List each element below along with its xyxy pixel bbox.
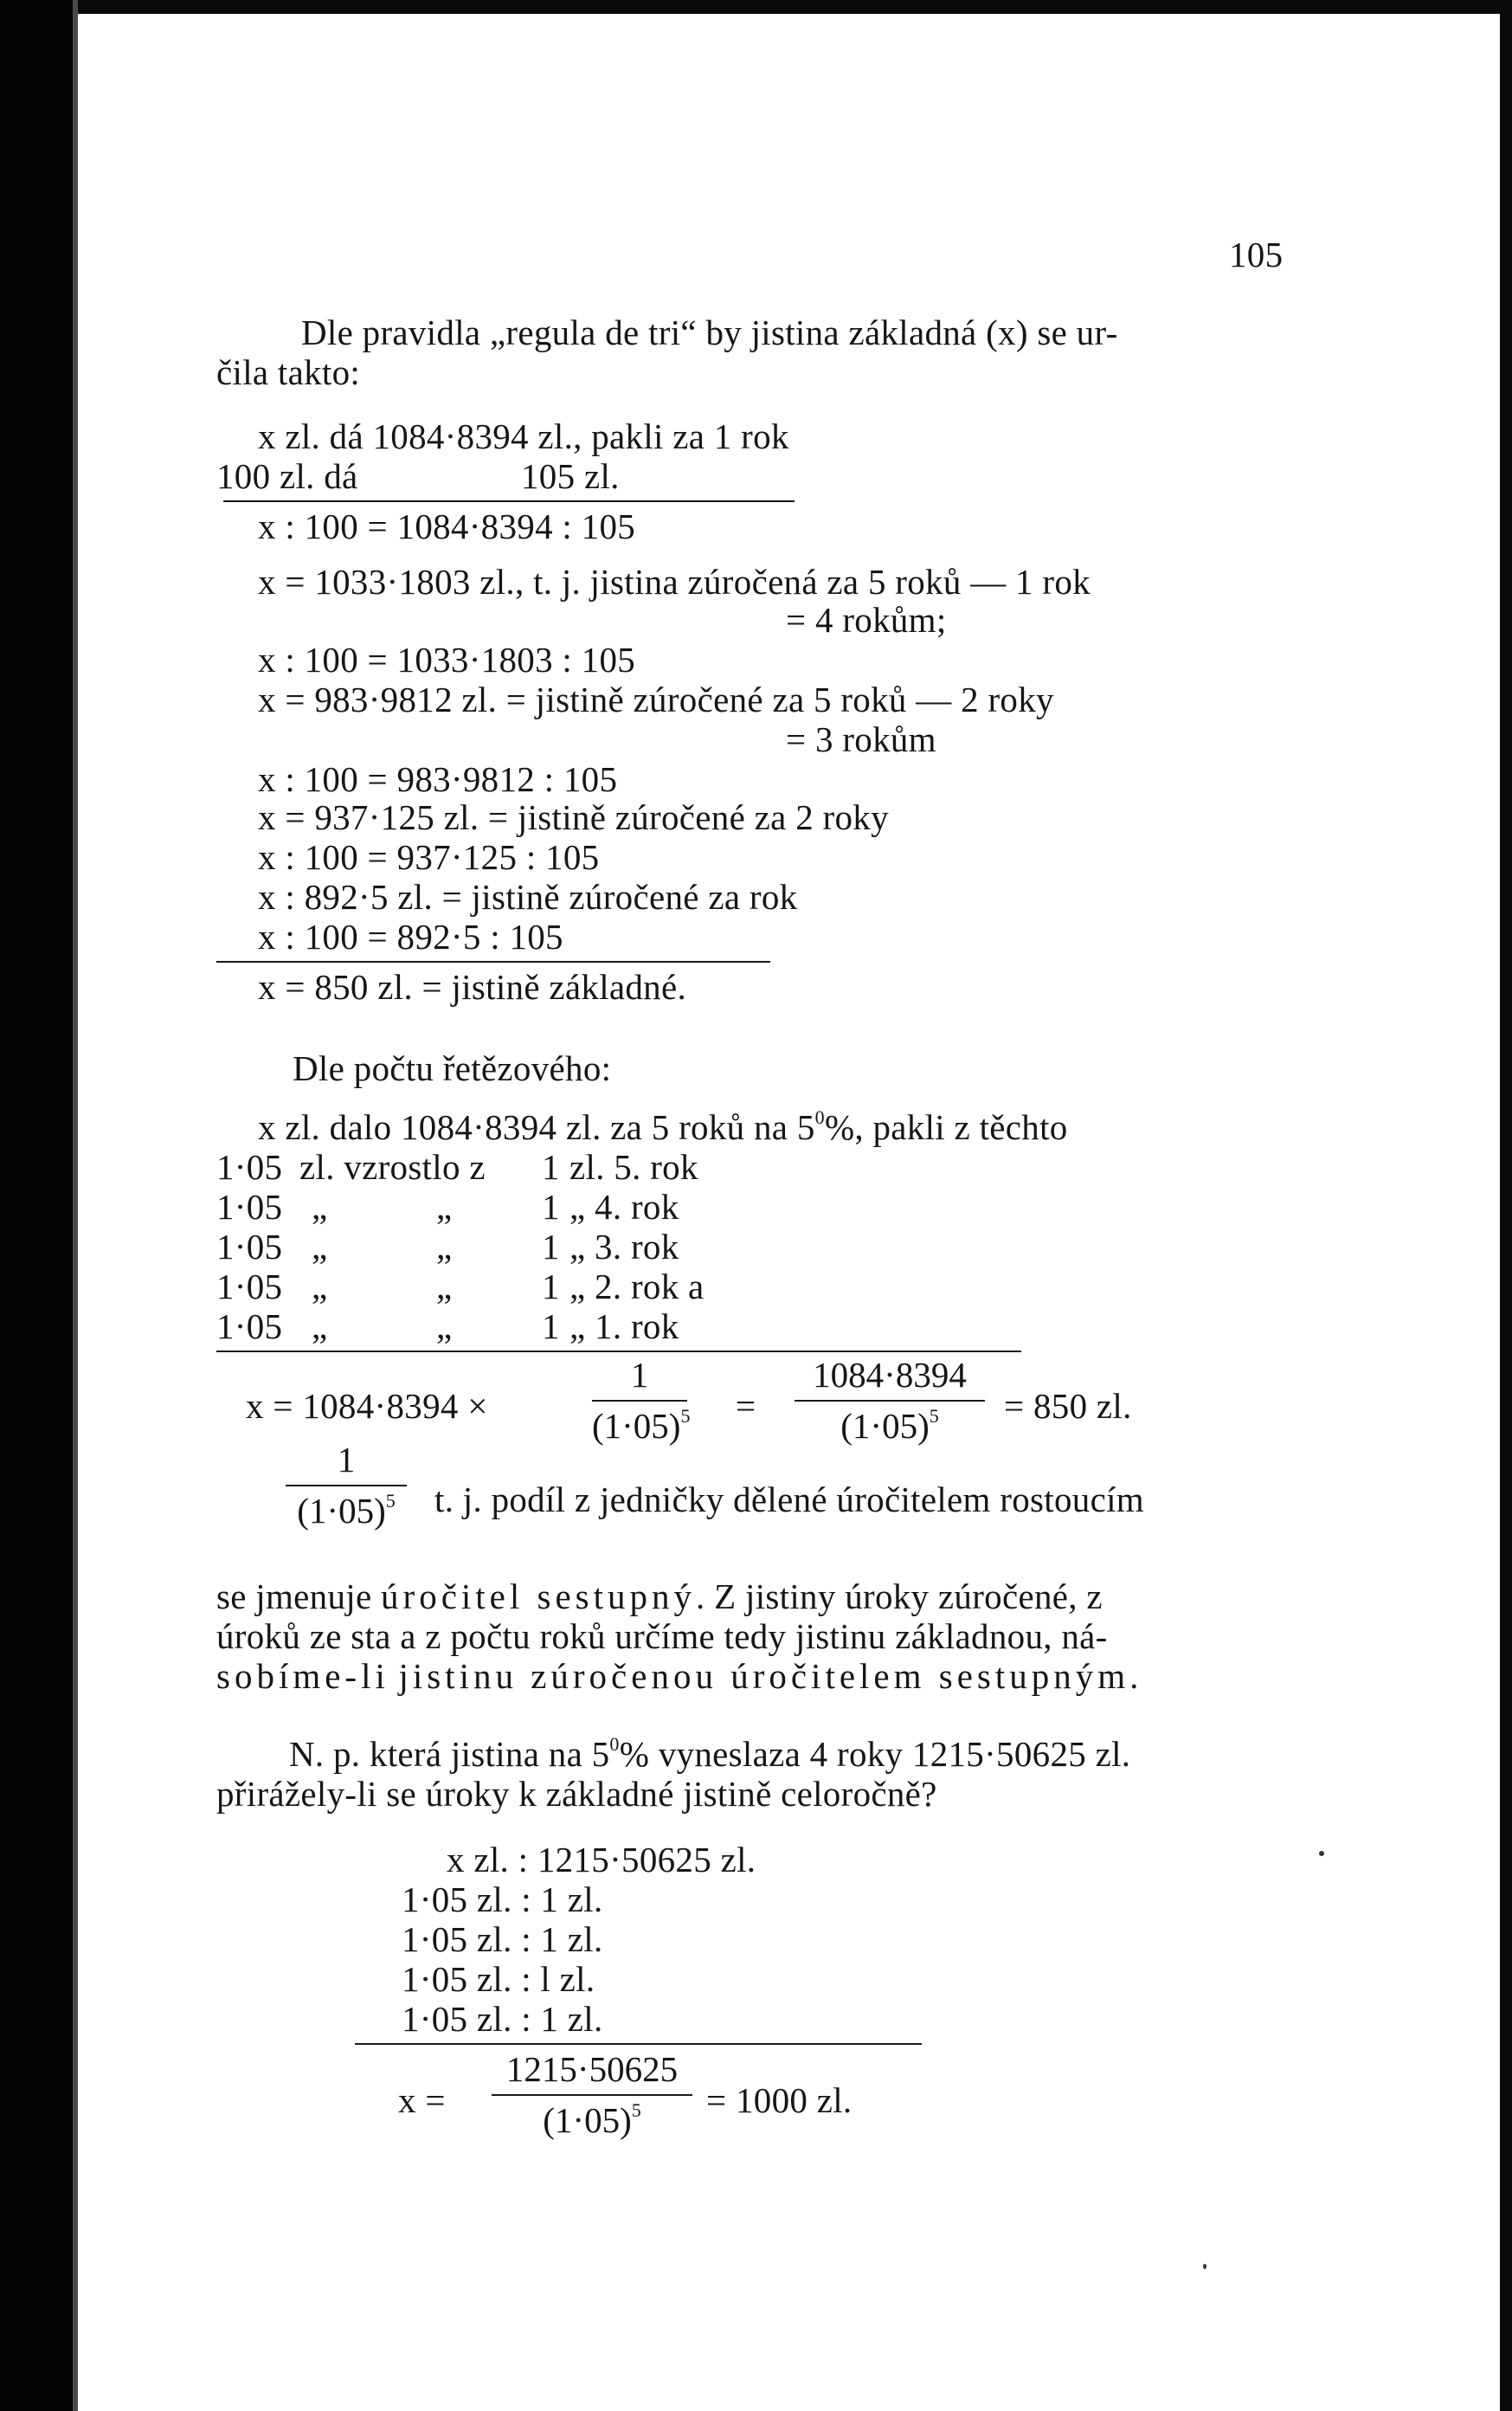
percent-sign: % [619, 1734, 650, 1774]
chain-row-ditto: „ [312, 1267, 328, 1306]
exponent: 5 [929, 1405, 939, 1427]
definition-numerator: 1 [286, 1442, 407, 1486]
rot-line: x : 100 = 1084·8394 : 105 [258, 506, 636, 546]
percent-sign: % [824, 1107, 855, 1147]
chain-formula-eq: = [736, 1386, 756, 1426]
example-formula-result: = 1000 zl. [706, 2080, 853, 2120]
exponent: 5 [680, 1405, 691, 1427]
chain-row-ditto: „ [312, 1227, 328, 1267]
definition-fraction [286, 1442, 407, 1529]
example-line-2: přirážely-li se úroky k základné jistině celoročně? [216, 1774, 937, 1814]
fraction-1-denominator: $(1\cdot 05)^5$ [592, 1405, 691, 1446]
example-rule [355, 2043, 922, 2045]
chain-row-ditto: „ [312, 1187, 328, 1227]
chain-row-c2: zl. vzrostlo z [299, 1147, 486, 1187]
chain-fraction-2 [795, 1357, 985, 1444]
example-row: 1·05 zl. : 1 zl. [402, 1999, 603, 2039]
fraction-1-numerator: 1 [592, 1357, 687, 1402]
chain-row-c3: 1 [542, 1187, 560, 1227]
chain-row-c1: 1·05 [216, 1267, 283, 1306]
chain-row-c1: 1·05 [216, 1187, 283, 1227]
example-line-1 [289, 1733, 1131, 1774]
rot-line: x = 983·9812 zl. = jistině zúročené za 5 roků — 2 roky [258, 680, 1054, 719]
rot-line: x zl. dá 1084·8394 zl., pakli za 1 rok [258, 416, 789, 456]
paragraph-text: . Z jistiny úroky zúročené, z [696, 1576, 1103, 1616]
rot-line: 105 zl. [521, 456, 620, 496]
rot-line: x : 100 = 892·5 : 105 [258, 917, 563, 957]
paragraph-text: se jmenuje [216, 1576, 372, 1616]
chain-row-c1: 1·05 [216, 1147, 283, 1187]
example-fraction [492, 2049, 692, 2140]
rot-result: x = 850 zl. = jistině základné. [258, 967, 687, 1007]
chain-row-ditto: „ [436, 1267, 453, 1306]
scan-speck [1319, 1851, 1324, 1856]
example-row: x zl. : 1215·50625 zl. [447, 1840, 756, 1879]
chain-rule [216, 1351, 1021, 1352]
scan-speck [1203, 2264, 1206, 2269]
paragraph-text: . [1129, 1656, 1139, 1696]
scan-gutter-shadow [73, 0, 78, 2411]
rot-line: x = 937·125 zl. = jistině zúročené za 2 roky [258, 797, 889, 837]
rot-line: 100 zl. dá [216, 456, 358, 496]
chain-row-ditto: „ [312, 1306, 328, 1346]
chain-row-c1: 1·05 [216, 1306, 283, 1346]
chain-row-c4: „ 3. rok [569, 1227, 679, 1267]
chain-row-ditto: „ [436, 1187, 453, 1227]
fraction-2-numerator: 1084·8394 [795, 1357, 985, 1402]
chain-row-c3: 1 [542, 1147, 560, 1187]
example-text: N. p. která jistina na 5 [289, 1734, 610, 1774]
chain-row-c3: 1 [542, 1306, 560, 1346]
definition-text: t. j. podíl z jedničky dělené úročitelem rostoucím [434, 1479, 1144, 1519]
rot-line: = 3 rokům [786, 719, 936, 759]
chain-row-c4: „ 1. rok [569, 1306, 679, 1346]
rot-line: = 4 rokům; [786, 600, 947, 640]
example-row: 1·05 zl. : 1 zl. [402, 1919, 603, 1959]
rot-rule-1 [223, 500, 795, 502]
definition-denominator: $(1\cdot 05)^5$ [297, 1490, 396, 1531]
paragraph-line-1 [216, 1576, 1103, 1616]
exponent: 5 [385, 1490, 396, 1512]
rot-line: x = 1033·1803 zl., t. j. jistina zúročená za 5 roků — 1 rok [258, 562, 1091, 602]
chain-heading: Dle počtu řetězového: [293, 1048, 612, 1088]
example-text: vyneslaza 4 roky 1215·50625 zl. [658, 1734, 1131, 1774]
paragraph-line-2: úroků ze sta a z počtu roků určíme tedy jistinu základnou, ná- [216, 1616, 1108, 1656]
paragraph-text: sobíme-li [216, 1656, 389, 1696]
scan-border-right [1500, 0, 1512, 2411]
rot-line: x : 100 = 937·125 : 105 [258, 837, 600, 877]
scan-border-top [0, 0, 1512, 14]
degree-mark: 0 [609, 1733, 620, 1755]
chain-formula-lhs: x = 1084·8394 × [246, 1386, 488, 1426]
emphasis-term: jistinu zúročenou úročitelem sestupným [398, 1656, 1130, 1696]
emphasis-term: úročitel sestupný [381, 1576, 697, 1616]
rot-line: x : 892·5 zl. = jistině zúročené za rok [258, 877, 798, 917]
page-number: 105 [1229, 235, 1284, 274]
chain-row-ditto: „ [436, 1306, 453, 1346]
example-numerator: 1215·50625 [492, 2052, 692, 2096]
chain-formula-result: = 850 zl. [1004, 1386, 1132, 1426]
example-denominator: $(1\cdot 05)^5$ [543, 2099, 641, 2140]
rot-line: x : 100 = 983·9812 : 105 [258, 759, 618, 799]
scan-border-left [0, 0, 73, 2411]
rot-rule-2 [216, 961, 770, 963]
fraction-2-denominator: $(1\cdot 05)^5$ [840, 1405, 939, 1446]
exponent: 5 [631, 2099, 641, 2121]
chain-first-line-b: , pakli z těchto [854, 1107, 1068, 1147]
chain-row-c4: „ 4. rok [569, 1187, 679, 1227]
rot-line: x : 100 = 1033·1803 : 105 [258, 640, 636, 680]
chain-first-line-a: x zl. dalo 1084·8394 zl. za 5 roků na 5 [258, 1107, 815, 1147]
example-row: 1·05 zl. : 1 zl. [402, 1879, 603, 1919]
example-formula-lhs: x = [398, 2080, 446, 2120]
chain-row-ditto: „ [436, 1227, 453, 1267]
example-row: 1·05 zl. : l zl. [402, 1959, 595, 1999]
intro-line-2: čila takto: [216, 352, 361, 392]
intro-line-1: Dle pravidla „regula de tri“ by jistina základná (x) se ur- [301, 313, 1118, 352]
chain-first-line [258, 1106, 1068, 1147]
chain-row-c4: „ 2. rok a [569, 1267, 705, 1306]
chain-row-c1: 1·05 [216, 1227, 283, 1267]
chain-row-c4: zl. 5. rok [569, 1147, 698, 1187]
chain-row-c3: 1 [542, 1267, 560, 1306]
chain-row-c3: 1 [542, 1227, 560, 1267]
paragraph-line-3 [216, 1656, 1139, 1696]
degree-mark: 0 [814, 1106, 825, 1128]
chain-fraction-1 [592, 1355, 691, 1446]
